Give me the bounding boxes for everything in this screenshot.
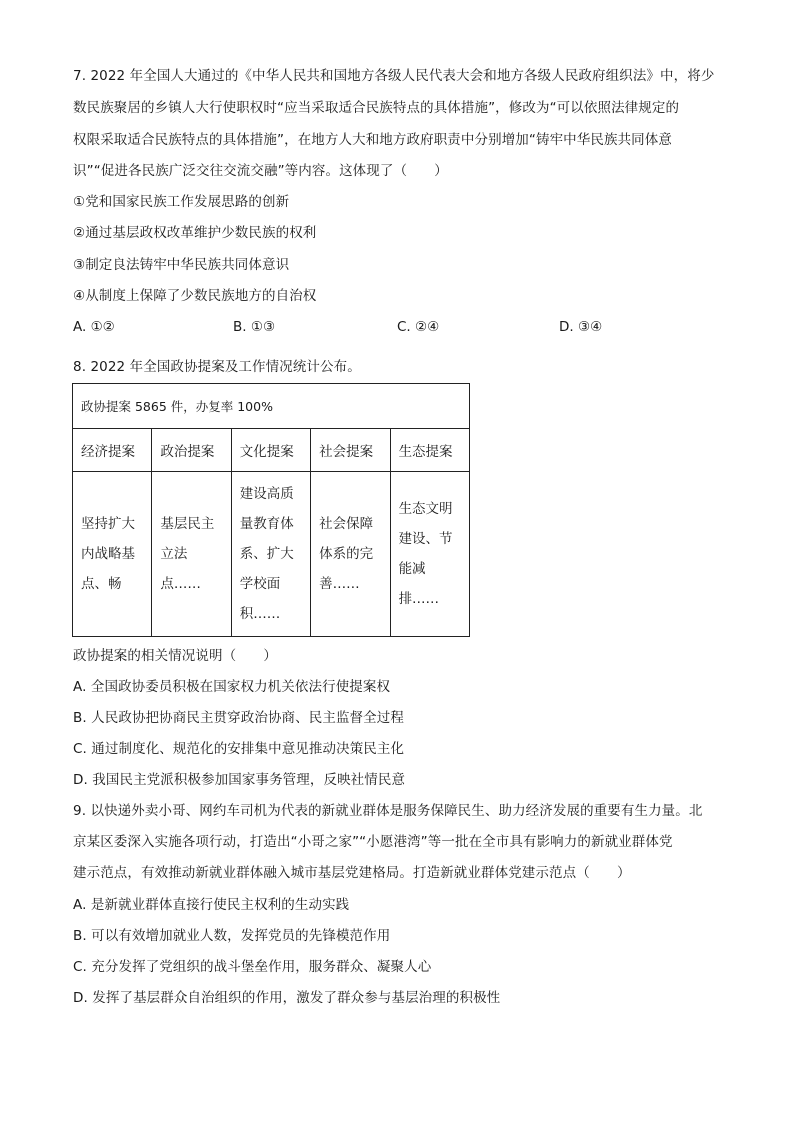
q8-question: 政协提案的相关情况说明（ ） <box>73 648 277 664</box>
q7-statement-3: ③制定良法铸牢中华民族共同体意识 <box>73 257 290 273</box>
q7-statement-1: ①党和国家民族工作发展思路的创新 <box>73 194 290 210</box>
q8-stem: 8. 2022 年全国政协提案及工作情况统计公布。 <box>73 359 361 375</box>
q7-option-d[interactable]: D. ③④ <box>559 319 603 335</box>
q8-option-d[interactable]: D. 我国民主党派积极参加国家事务管理，反映社情民意 <box>73 772 406 788</box>
q9-stem-line-2: 京某区委深入实施各项行动，打造出“小哥之家”“小愿港湾”等一批在全市具有影响力的新就业群体党 <box>73 834 673 850</box>
q7-option-c[interactable]: C. ②④ <box>397 319 440 335</box>
table-cell-politics <box>152 472 231 637</box>
q7-stem-line-3: 权限采取适合民族特点的具体措施”，在地方人大和地方政府职责中分别增加“铸牢中华民族共同体意 <box>73 132 672 148</box>
q7-option-a[interactable]: A. ①② <box>73 319 115 335</box>
q8-option-c[interactable]: C. 通过制度化、规范化的安排集中意见推动决策民主化 <box>73 741 405 757</box>
table-cell-culture <box>231 472 310 637</box>
q7-stem-line-1: 7. 2022 年全国人大通过的《中华人民共和国地方各级人民代表大会和地方各级人民政府组织法》中，将少 <box>73 68 715 84</box>
table-cell-economy <box>73 472 152 637</box>
q7-statement-4: ④从制度上保障了少数民族地方的自治权 <box>73 288 317 304</box>
table-cell-ecology <box>390 472 469 637</box>
cell-text-politics: 基层民主 立法 点…… <box>160 516 215 592</box>
cell-text-economy: 坚持扩大 内战略基 点、畅 <box>81 516 135 592</box>
proposal-table-title: 政协提案 5865 件，办复率 100% <box>73 384 470 429</box>
q7-stem-line-2: 数民族聚居的乡镇人大行使职权时“应当采取适合民族特点的具体措施”，修改为“可以依照法律规定的 <box>73 100 680 116</box>
table-header-ecology: 生态提案 <box>390 429 469 472</box>
q9-stem-line-1: 9. 以快递外卖小哥、网约车司机为代表的新就业群体是服务保障民生、助力经济发展的重要有生力量。北 <box>73 803 703 819</box>
q9-option-c[interactable]: C. 充分发挥了党组织的战斗堡垒作用，服务群众、凝聚人心 <box>73 959 432 975</box>
q7-statement-2: ②通过基层政权改革维护少数民族的权利 <box>73 225 317 241</box>
table-header-politics: 政治提案 <box>152 429 231 472</box>
table-header-culture: 文化提案 <box>231 429 310 472</box>
q9-option-d[interactable]: D. 发挥了基层群众自治组织的作用，激发了群众参与基层治理的积极性 <box>73 990 501 1006</box>
q8-option-b[interactable]: B. 人民政协把协商民主贯穿政治协商、民主监督全过程 <box>73 710 404 726</box>
cell-text-culture: 建设高质 量教育体 系、扩大 学校面 积…… <box>239 486 294 622</box>
table-cell-society <box>311 472 390 637</box>
cell-text-ecology: 生态文明 建设、节 能减 排…… <box>398 501 453 607</box>
q9-option-b[interactable]: B. 可以有效增加就业人数，发挥党员的先锋模范作用 <box>73 928 391 944</box>
table-header-society: 社会提案 <box>311 429 390 472</box>
q9-option-a[interactable]: A. 是新就业群体直接行使民主权利的生动实践 <box>73 897 350 913</box>
q7-stem-line-4: 识”“促进各民族广泛交往交流交融”等内容。这体现了（ ） <box>73 163 448 179</box>
q9-stem-line-3: 建示范点，有效推动新就业群体融入城市基层党建格局。打造新就业群体党建示范点（ ） <box>73 865 631 881</box>
cell-text-society: 社会保障 体系的完 善…… <box>319 516 374 592</box>
proposal-table <box>72 383 470 637</box>
q7-option-b[interactable]: B. ①③ <box>233 319 276 335</box>
table-header-economy: 经济提案 <box>73 429 152 472</box>
q8-option-a[interactable]: A. 全国政协委员积极在国家权力机关依法行使提案权 <box>73 679 391 695</box>
